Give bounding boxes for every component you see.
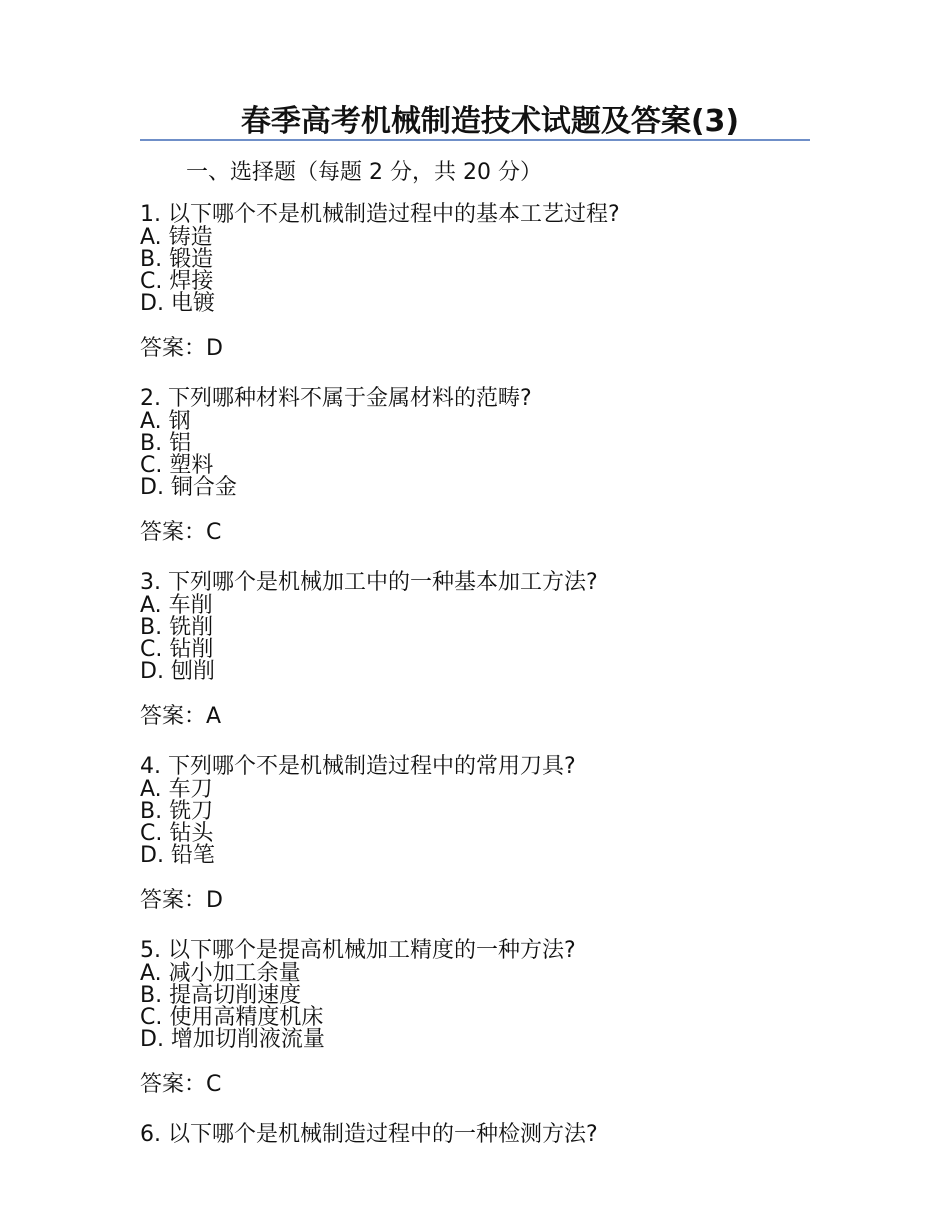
question-text: 4. 下列哪个不是机械制造过程中的常用刀具? [140, 754, 576, 779]
option-c: C. 钻头 [140, 821, 214, 846]
option-b: B. 铝 [140, 431, 192, 456]
option-b: B. 提高切削速度 [140, 983, 302, 1008]
question-text: 2. 下列哪种材料不属于金属材料的范畴? [140, 386, 532, 411]
option-d: D. 铅笔 [140, 843, 215, 868]
question-4 [140, 754, 820, 914]
option-d: D. 刨削 [140, 659, 215, 684]
answer-line: 答案：D [140, 336, 223, 361]
section-heading: 一、选择题（每题 2 分，共 20 分） [186, 160, 542, 185]
option-a: A. 铸造 [140, 225, 213, 250]
question-6 [140, 1122, 820, 1148]
option-c: C. 塑料 [140, 453, 214, 478]
page-title: 春季高考机械制造技术试题及答案(3) [240, 104, 740, 139]
option-c: C. 使用高精度机床 [140, 1005, 324, 1030]
option-d: D. 铜合金 [140, 475, 237, 500]
question-text: 1. 以下哪个不是机械制造过程中的基本工艺过程? [140, 202, 620, 227]
question-5 [140, 938, 820, 1098]
option-b: B. 铣削 [140, 615, 214, 640]
question-text: 6. 以下哪个是机械制造过程中的一种检测方法? [140, 1122, 598, 1147]
title-underline [140, 139, 810, 141]
option-b: B. 锻造 [140, 247, 214, 272]
answer-line: 答案：D [140, 888, 223, 913]
answer-line: 答案：C [140, 520, 222, 545]
question-2 [140, 386, 820, 546]
answer-line: 答案：C [140, 1072, 222, 1097]
option-c: C. 焊接 [140, 269, 214, 294]
question-text: 5. 以下哪个是提高机械加工精度的一种方法? [140, 938, 576, 963]
option-d: D. 电镀 [140, 291, 215, 316]
option-a: A. 车刀 [140, 777, 213, 802]
answer-line: 答案：A [140, 704, 222, 729]
option-a: A. 减小加工余量 [140, 961, 301, 986]
question-text: 3. 下列哪个是机械加工中的一种基本加工方法? [140, 570, 598, 595]
option-d: D. 增加切削液流量 [140, 1027, 325, 1052]
question-list [140, 202, 820, 1172]
option-c: C. 钻削 [140, 637, 214, 662]
option-a: A. 钢 [140, 409, 191, 434]
option-a: A. 车削 [140, 593, 213, 618]
option-b: B. 铣刀 [140, 799, 214, 824]
question-3 [140, 570, 820, 730]
question-1 [140, 202, 820, 362]
